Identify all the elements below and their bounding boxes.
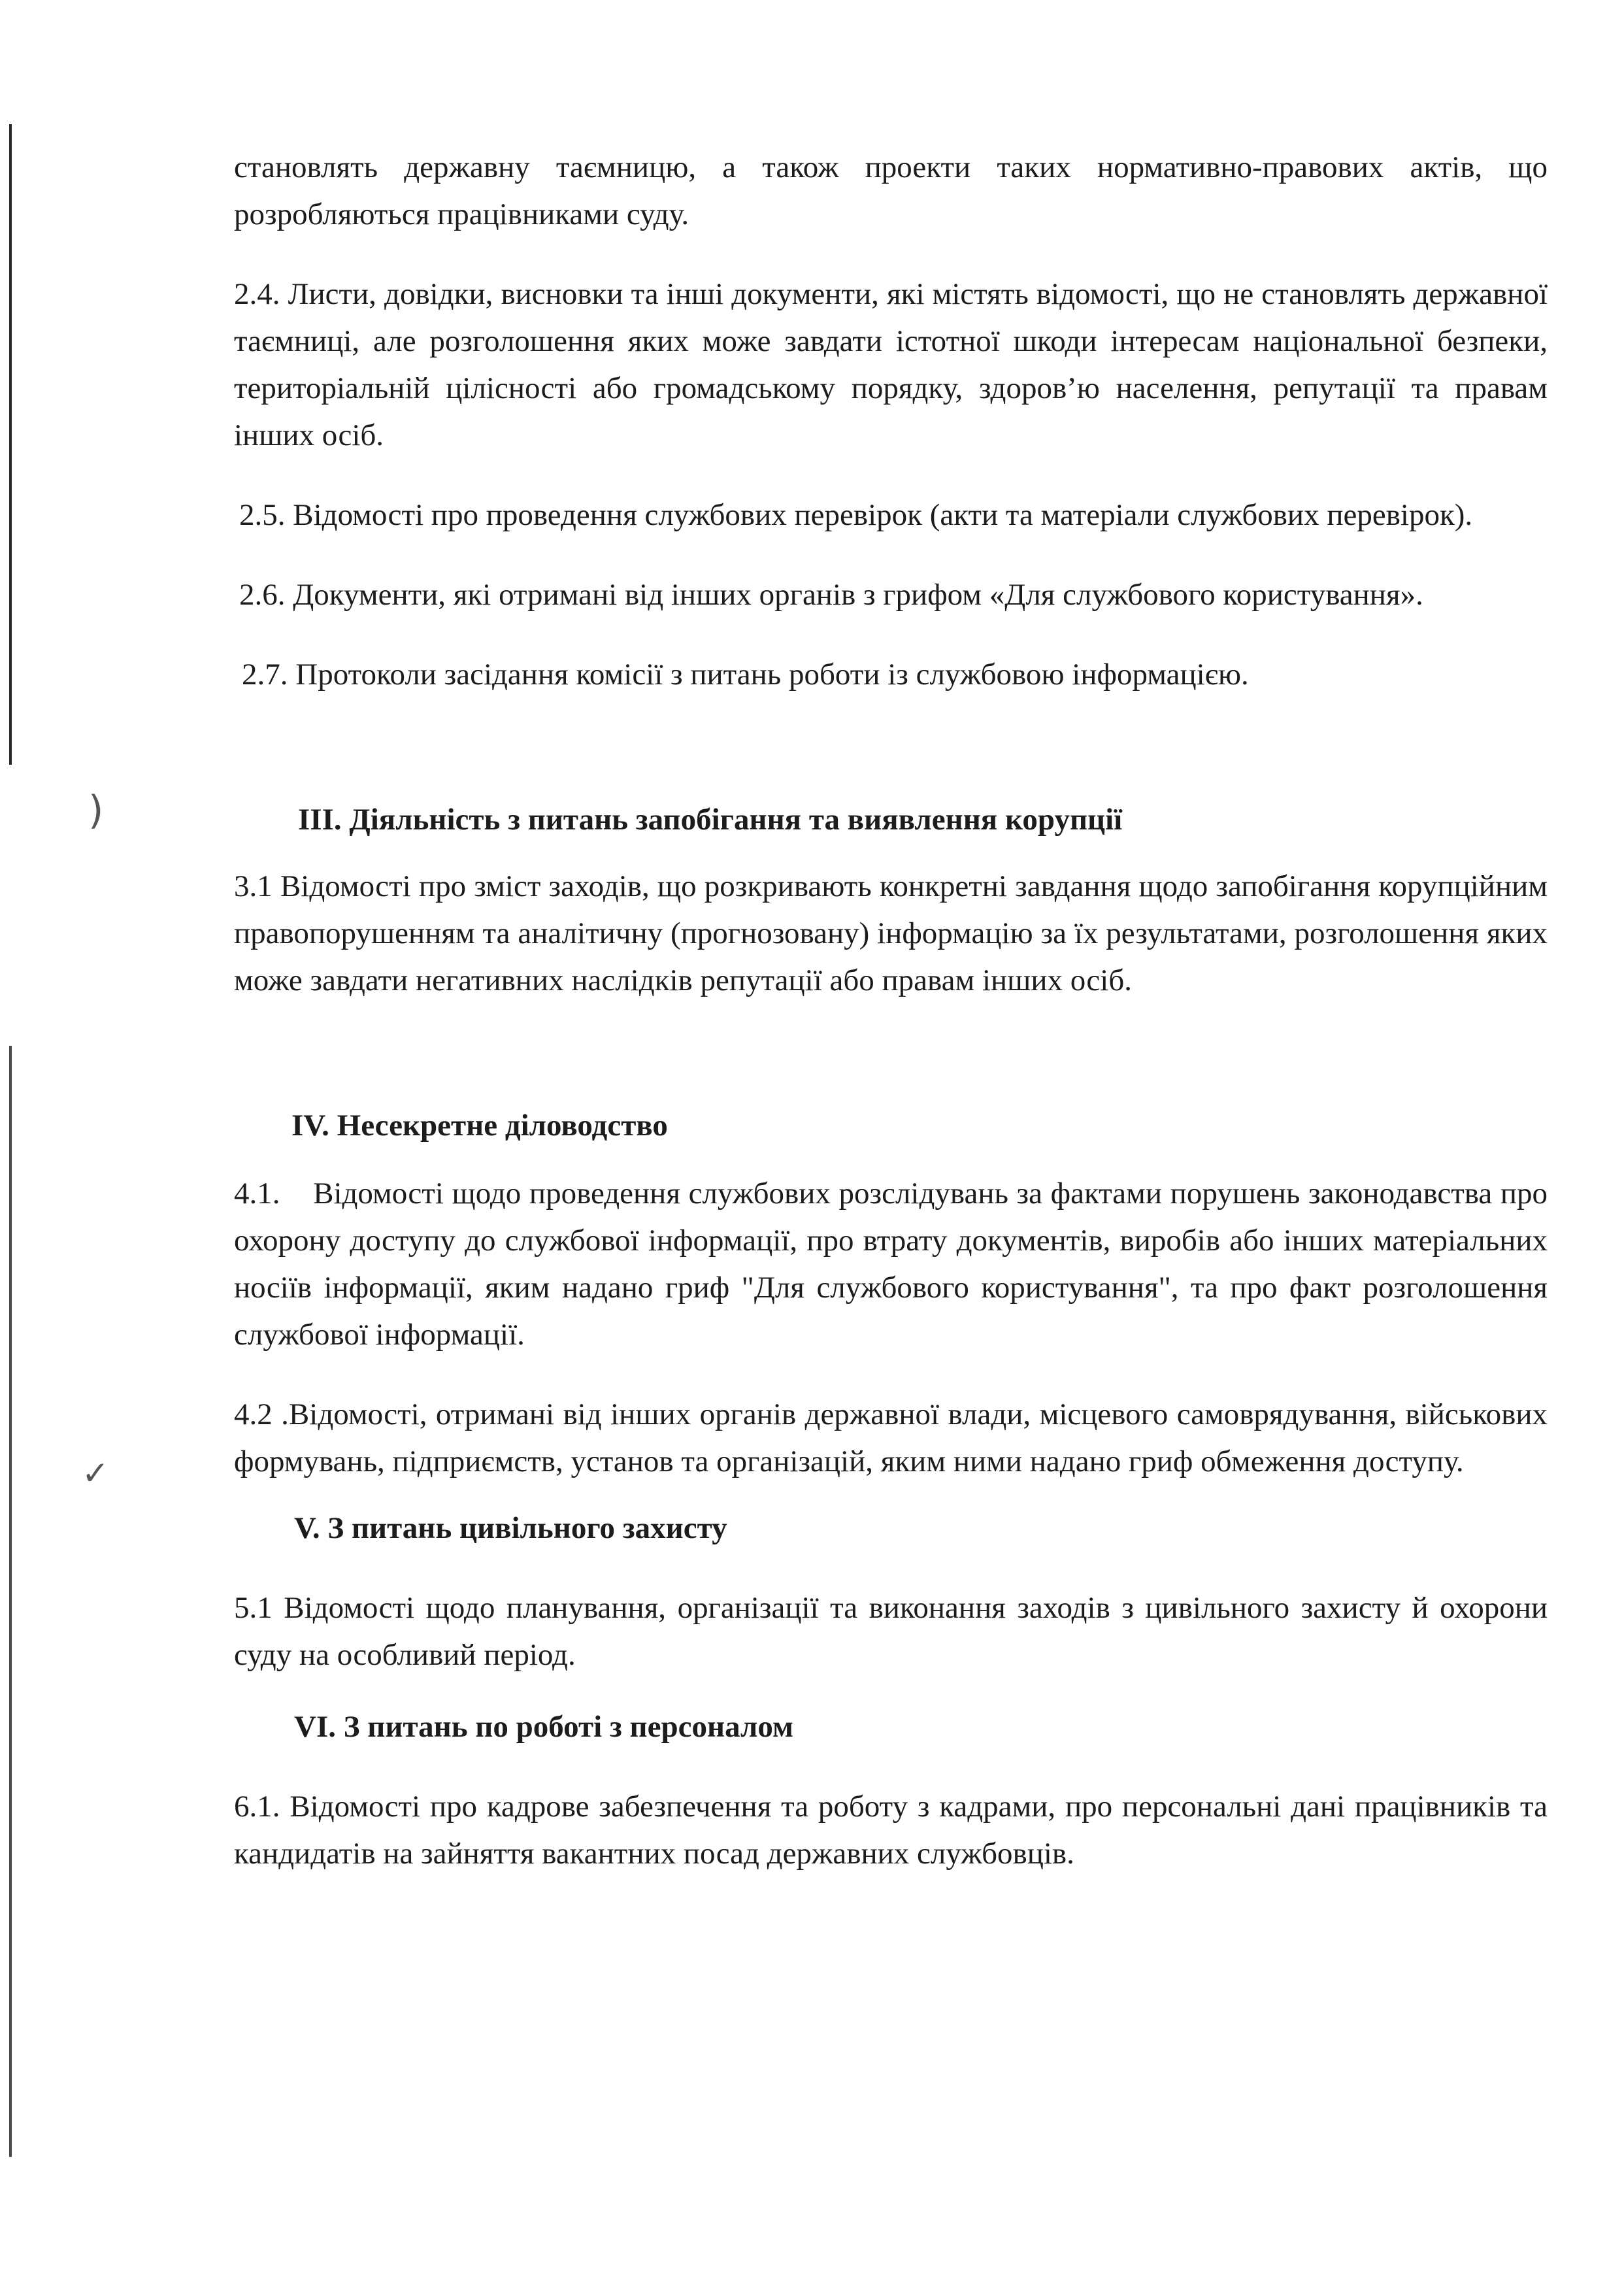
paragraph-2-5: 2.5. Відомості про проведення службових перевірок (акти та матеріали службових перевірок).	[239, 498, 1473, 532]
section-heading-6: VI. З питань по роботі з персоналом	[294, 1710, 793, 1744]
section-heading-5: V. З питань цивільного захисту	[294, 1511, 727, 1545]
scan-edge-line	[9, 124, 12, 765]
section-heading-4: IV. Несекретне діловодство	[291, 1109, 668, 1142]
section-heading-3: ІІІ. Діяльність з питань запобігання та виявлення корупції	[298, 803, 1123, 837]
paragraph-6-1: 6.1. Відомості про кадрове забезпечення та роботу з кадрами, про персональні дані працівників та кандидатів на зайняття вакантних посад державних службовців.	[234, 1790, 1548, 1871]
paragraph-3-1: 3.1 Відомості про зміст заходів, що розкривають конкретні завдання щодо запобігання корупційним правопорушенням та аналітичну (прогнозовану) інформацію за їх результатами, розголошення яких може завдати негативних наслідків репутації або правам інших осіб.	[234, 869, 1548, 997]
paragraph-2-4: 2.4. Листи, довідки, висновки та інші документи, які містять відомості, що не становлять державної таємниці, але розголошення яких може завдати істотної шкоди інтересам національної безпеки, територіальній цілісності або громадському порядку, здоров’ю населення, репутації та правам інших осіб.	[234, 277, 1548, 452]
document-body	[234, 144, 1555, 1877]
paragraph-2-7: 2.7. Протоколи засідання комісії з питань роботи із службовою інформацією.	[242, 658, 1249, 692]
paragraph-4-2: 4.2 .Відомості, отримані від інших органів державної влади, місцевого самоврядування, військових формувань, підприємств, установ та організацій, яким ними надано гриф обмеження доступу.	[234, 1397, 1548, 1478]
punch-hole-mark: ✓	[82, 1454, 109, 1492]
paragraph-4-1: 4.1. Відомості щодо проведення службових розслідувань за фактами порушень законодавства про охорону доступу до службової інформації, про втрату документів, виробів або інших матеріальних носіїв інформації, яким надано гриф "Для службового користування", та про факт розголошення службової інформації.	[234, 1176, 1555, 1352]
scan-edge-line	[9, 1046, 12, 2157]
paragraph-2-6: 2.6. Документи, які отримані від інших органів з грифом «Для службового користування».	[239, 578, 1423, 612]
punch-hole-mark: )	[88, 788, 104, 833]
paragraph-continuation: становлять державну таємницю, а також проекти таких нормативно-правових актів, що розробляються працівниками суду.	[234, 150, 1548, 231]
paragraph-5-1: 5.1 Відомості щодо планування, організації та виконання заходів з цивільного захисту й охорони суду на особливий період.	[234, 1591, 1548, 1672]
